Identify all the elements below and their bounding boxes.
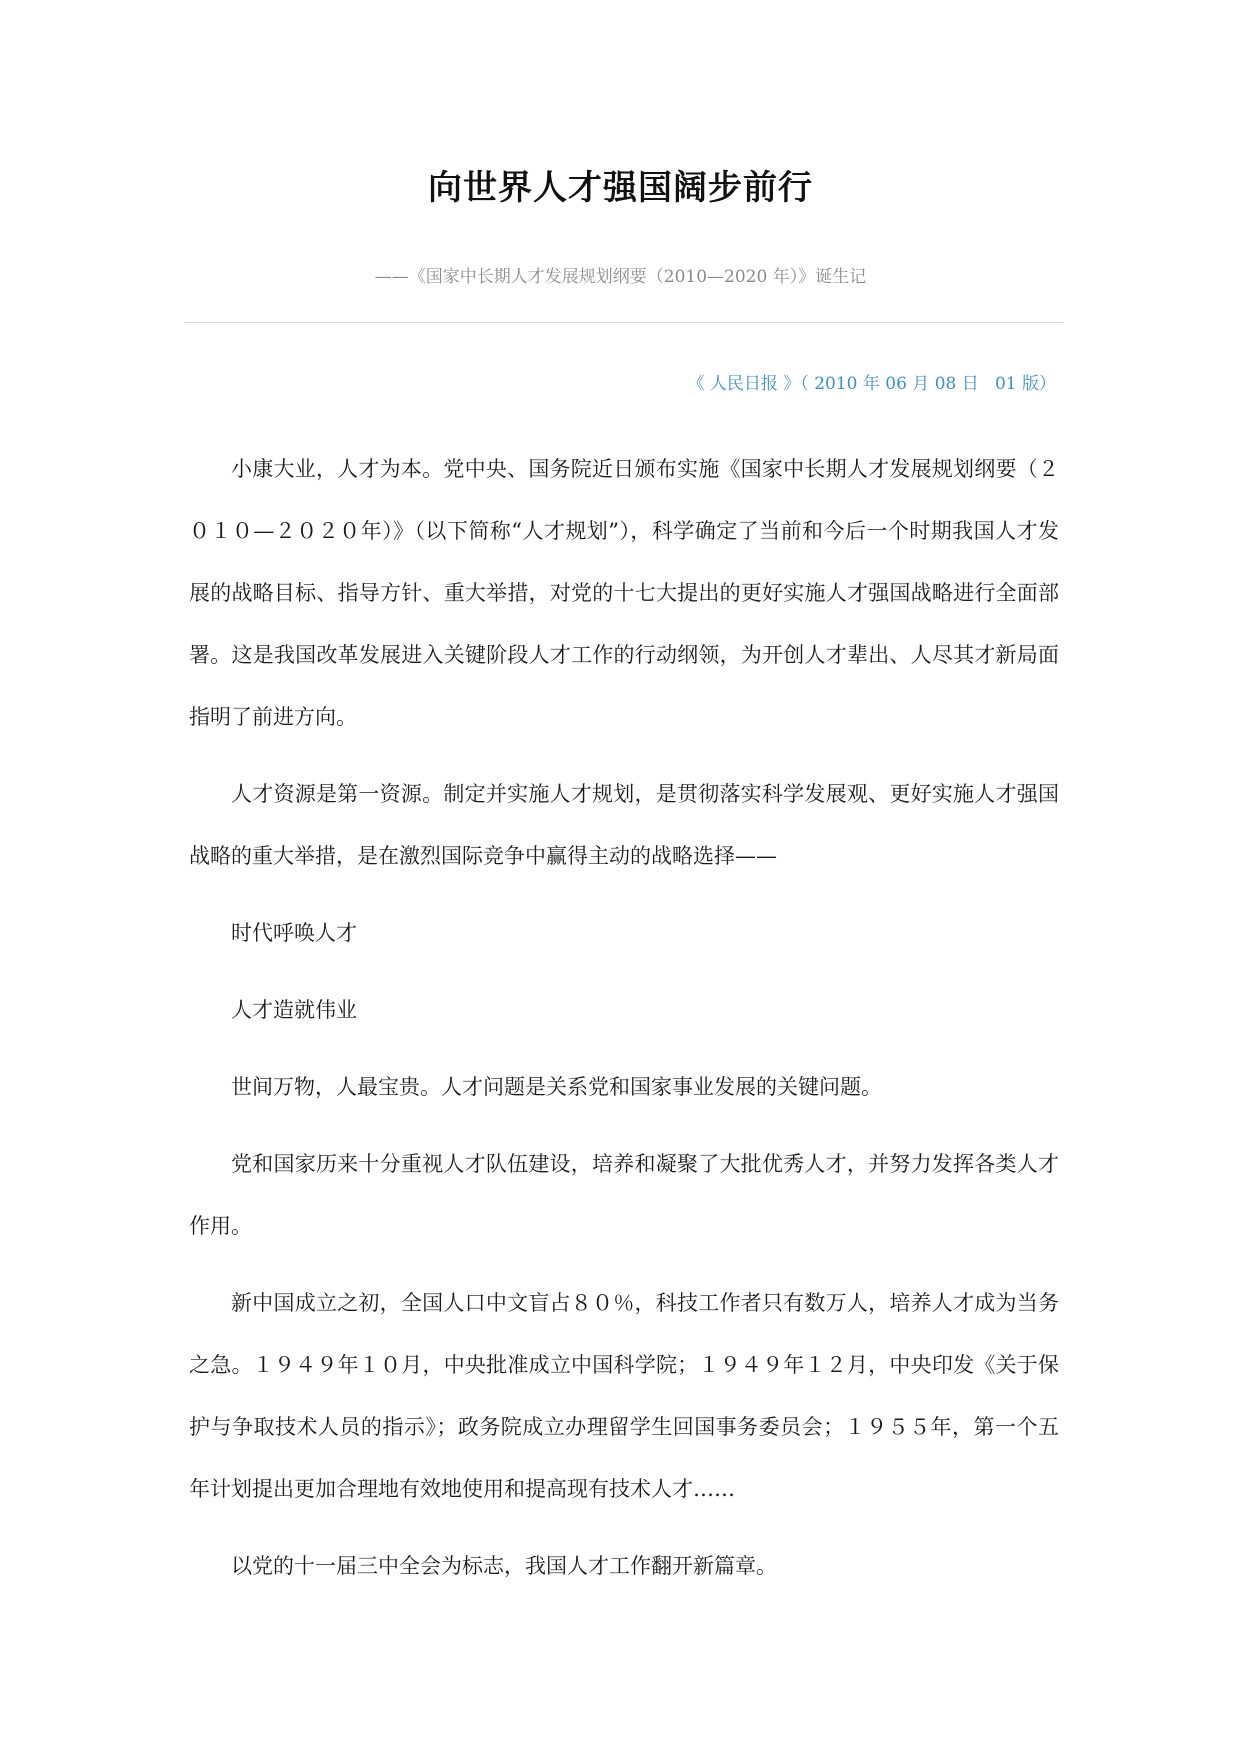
paragraph-3: 世间万物，人最宝贵。人才问题是关系党和国家事业发展的关键问题。 xyxy=(231,1075,882,1099)
section-heading-1: 时代呼唤人才 xyxy=(231,921,357,945)
paragraph-5: 新中国成立之初，全国人口中文盲占８０％，科技工作者只有数万人，培养人才成为当务之急。１９４９年１０月，中央批准成立中国科学院；１９４９年１２月，中央印发《关于保护与争取技术人员的指示》；政务院成立办理留学生回国事务委员会；１９５５年，第一个五年计划提出更加合理地有效地使用和提高现有技术人才…… xyxy=(189,1291,1059,1501)
article-body xyxy=(189,438,1059,1612)
paragraph-1: 小康大业，人才为本。党中央、国务院近日颁布实施《国家中长期人才发展规划纲要（２０１０—２０２０年）》（以下简称“人才规划”），科学确定了当前和今后一个时期我国人才发展的战略目标、指导方针、重大举措，对党的十七大提出的更好实施人才强国战略进行全面部署。这是我国改革发展进入关键阶段人才工作的行动纲领，为开创人才辈出、人尽其才新局面指明了前进方向。 xyxy=(189,457,1059,729)
paragraph-4: 党和国家历来十分重视人才队伍建设，培养和凝聚了大批优秀人才，并努力发挥各类人才作用。 xyxy=(189,1152,1059,1238)
paragraph-6: 以党的十一届三中全会为标志，我国人才工作翻开新篇章。 xyxy=(231,1554,777,1578)
header-divider xyxy=(185,322,1063,323)
paragraph-2: 人才资源是第一资源。制定并实施人才规划，是贯彻落实科学发展观、更好实施人才强国战略的重大举措，是在激烈国际竞争中赢得主动的战略选择—— xyxy=(189,782,1059,868)
source-line: 《 人民日报 》（ 2010 年 06 月 08 日 01 版） xyxy=(687,374,1056,394)
section-heading-2: 人才造就伟业 xyxy=(231,998,357,1022)
page-subtitle: ——《国家中长期人才发展规划纲要（2010—2020 年）》诞生记 xyxy=(374,267,867,287)
page-title: 向世界人才强国阔步前行 xyxy=(428,168,813,208)
